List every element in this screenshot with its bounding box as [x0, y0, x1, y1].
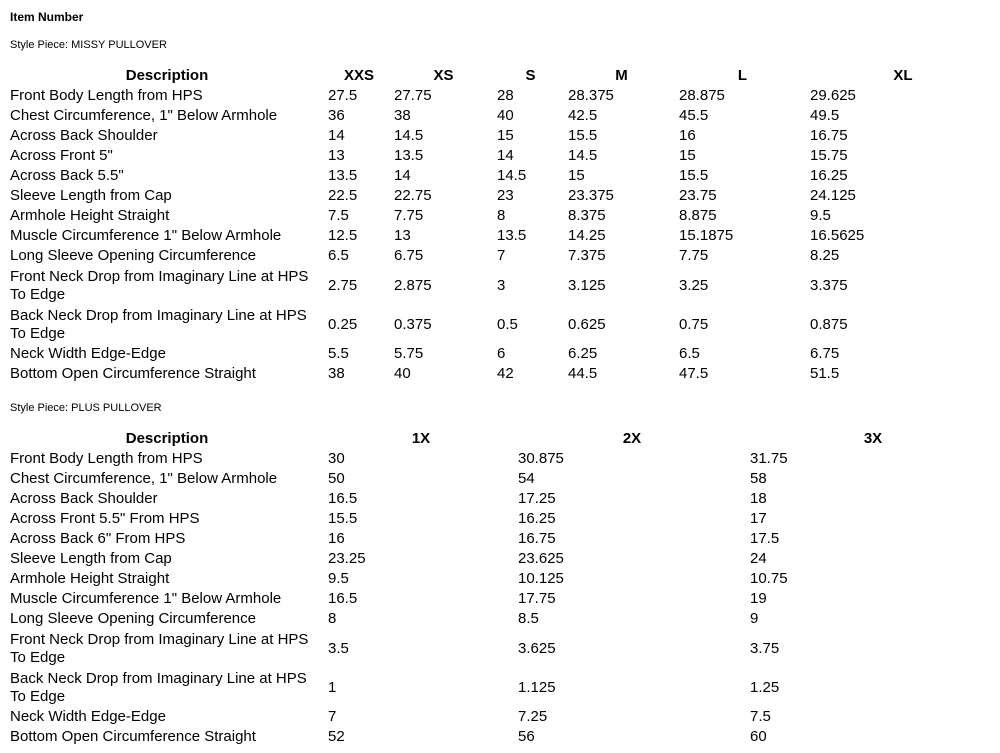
measurement-value: 3	[497, 276, 506, 294]
measurement-value: 15.5	[568, 127, 598, 144]
measurement-value: 24	[750, 550, 767, 567]
measurement-value: 17	[750, 510, 767, 527]
measurement-description: Across Back Shoulder	[10, 127, 158, 144]
measurement-value: 14.5	[497, 167, 527, 184]
table-row	[8, 206, 998, 226]
table-row	[8, 569, 998, 589]
measurement-description: Muscle Circumference 1" Below Armhole	[10, 590, 282, 607]
measurement-value: 7.75	[394, 207, 424, 224]
table-row	[8, 589, 998, 609]
measurement-value: 40	[497, 107, 514, 124]
table-row	[8, 469, 998, 489]
measurement-value: 3.5	[328, 639, 349, 657]
measurement-description: Long Sleeve Opening Circumference	[10, 610, 256, 627]
table-row	[8, 489, 998, 509]
measurement-value: 8	[497, 207, 506, 224]
measurement-description: Front Body Length from HPS	[10, 450, 203, 467]
measurement-description: Front Body Length from HPS	[10, 87, 203, 104]
measurement-value: 13	[328, 147, 345, 164]
measurement-value: 18	[750, 490, 767, 507]
measurement-value: 60	[750, 728, 767, 745]
measurement-description: Armhole Height Straight	[10, 207, 170, 224]
measurement-value: 56	[518, 728, 535, 745]
missy-spec-table	[8, 64, 998, 384]
measurement-value: 38	[394, 107, 411, 124]
table-row	[8, 549, 998, 569]
measurement-value: 28.375	[568, 87, 614, 104]
measurement-value: 0.875	[810, 315, 848, 333]
measurement-value: 8.375	[568, 207, 606, 224]
measurement-description: Neck Width Edge-Edge	[10, 345, 166, 362]
measurement-value: 22.75	[394, 187, 432, 204]
table-row	[8, 146, 998, 166]
measurement-value: 22.5	[328, 187, 358, 204]
table-row	[8, 449, 998, 469]
measurement-value: 15	[679, 147, 696, 164]
measurement-value: 51.5	[810, 365, 840, 382]
measurement-description: Bottom Open Circumference Straight	[10, 365, 256, 382]
measurement-value: 5.5	[328, 345, 349, 362]
measurement-value: 47.5	[679, 365, 709, 382]
plus-header-row	[8, 427, 998, 449]
measurement-value: 31.75	[750, 450, 788, 467]
column-header-description: Description	[125, 429, 209, 447]
measurement-description: Chest Circumference, 1" Below Armhole	[10, 107, 278, 124]
table-row	[8, 246, 998, 266]
measurement-value: 16	[328, 530, 345, 547]
column-header-size: XXS	[343, 66, 374, 84]
table-row	[8, 305, 998, 344]
measurement-value: 0.25	[328, 315, 358, 333]
measurement-value: 28	[497, 87, 514, 104]
measurement-value: 0.75	[679, 315, 709, 333]
measurement-value: 40	[394, 365, 411, 382]
measurement-value: 2.75	[328, 276, 358, 294]
measurement-value: 15	[497, 127, 514, 144]
measurement-description: Sleeve Length from Cap	[10, 187, 172, 204]
measurement-value: 1	[328, 678, 337, 696]
measurement-value: 10.75	[750, 570, 788, 587]
measurement-value: 23.75	[679, 187, 717, 204]
measurement-value: 3.75	[750, 639, 780, 657]
measurement-value: 17.5	[750, 530, 780, 547]
column-header-size: L	[737, 66, 748, 84]
table-row	[8, 727, 998, 747]
measurement-description: Across Back 5.5"	[10, 167, 124, 184]
measurement-value: 6.5	[679, 345, 700, 362]
measurement-value: 28.875	[679, 87, 725, 104]
measurement-value: 27.75	[394, 87, 432, 104]
measurement-value: 5.75	[394, 345, 424, 362]
plus-table-body	[8, 449, 998, 747]
measurement-value: 16	[679, 127, 696, 144]
measurement-value: 38	[328, 365, 345, 382]
measurement-value: 49.5	[810, 107, 840, 124]
table-row	[8, 344, 998, 364]
measurement-value: 15.5	[679, 167, 709, 184]
column-header-size: 2X	[622, 429, 642, 447]
measurement-value: 6.25	[568, 345, 598, 362]
measurement-value: 0.5	[497, 315, 518, 333]
measurement-value: 23.375	[568, 187, 614, 204]
measurement-description: Across Front 5.5" From HPS	[10, 510, 200, 527]
measurement-value: 30	[328, 450, 345, 467]
table-row	[8, 226, 998, 246]
column-header-size: XL	[893, 66, 913, 84]
measurement-description: Chest Circumference, 1" Below Armhole	[10, 470, 278, 487]
column-header-size: 3X	[863, 429, 883, 447]
measurement-value: 3.625	[518, 639, 556, 657]
measurement-value: 1.25	[750, 678, 780, 696]
measurement-value: 16.5	[328, 590, 358, 607]
measurement-description: Across Back 6" From HPS	[10, 530, 186, 547]
measurement-value: 13.5	[394, 147, 424, 164]
measurement-value: 0.375	[394, 315, 432, 333]
measurement-value: 6	[497, 345, 506, 362]
missy-style-piece: Style Piece: MISSY PULLOVER	[10, 39, 167, 51]
measurement-value: 9.5	[328, 570, 349, 587]
measurement-value: 7	[328, 708, 337, 725]
column-header-description: Description	[125, 66, 209, 84]
measurement-description: Armhole Height Straight	[10, 570, 170, 587]
measurement-value: 16.5625	[810, 227, 865, 244]
plus-style-piece: Style Piece: PLUS PULLOVER	[10, 402, 162, 414]
table-row	[8, 106, 998, 126]
measurement-value: 16.25	[518, 510, 556, 527]
table-row	[8, 629, 998, 668]
measurement-value: 10.125	[518, 570, 564, 587]
measurement-description: Sleeve Length from Cap	[10, 550, 172, 567]
measurement-value: 14.5	[394, 127, 424, 144]
measurement-description: Neck Width Edge-Edge	[10, 708, 166, 725]
measurement-description: Back Neck Drop from Imaginary Line at HPS To Edge	[10, 669, 307, 705]
measurement-value: 30.875	[518, 450, 564, 467]
measurement-value: 14	[394, 167, 411, 184]
measurement-value: 7.5	[328, 207, 349, 224]
measurement-value: 17.25	[518, 490, 556, 507]
measurement-value: 50	[328, 470, 345, 487]
measurement-value: 23.625	[518, 550, 564, 567]
measurement-value: 6.75	[394, 247, 424, 264]
column-header-size: S	[525, 66, 536, 84]
measurement-value: 19	[750, 590, 767, 607]
measurement-value: 15	[568, 167, 585, 184]
table-row	[8, 126, 998, 146]
measurement-value: 58	[750, 470, 767, 487]
measurement-value: 15.75	[810, 147, 848, 164]
plus-spec-table	[8, 427, 998, 747]
measurement-description: Back Neck Drop from Imaginary Line at HPS To Edge	[10, 306, 307, 342]
measurement-value: 8.875	[679, 207, 717, 224]
measurement-value: 17.75	[518, 590, 556, 607]
measurement-value: 1.125	[518, 678, 556, 696]
measurement-value: 27.5	[328, 87, 358, 104]
missy-table-body	[8, 86, 998, 384]
table-row	[8, 186, 998, 206]
measurement-value: 9	[750, 610, 759, 627]
measurement-description: Front Neck Drop from Imaginary Line at HPS To Edge	[10, 630, 309, 666]
table-row	[8, 529, 998, 549]
measurement-value: 23	[497, 187, 514, 204]
measurement-value: 6.75	[810, 345, 840, 362]
table-row	[8, 364, 998, 384]
measurement-value: 14.5	[568, 147, 598, 164]
table-row	[8, 609, 998, 629]
measurement-description: Bottom Open Circumference Straight	[10, 728, 256, 745]
measurement-value: 8.25	[810, 247, 840, 264]
measurement-value: 24.125	[810, 187, 856, 204]
missy-header-row	[8, 64, 998, 86]
measurement-value: 45.5	[679, 107, 709, 124]
measurement-description: Across Front 5"	[10, 147, 113, 164]
measurement-value: 16.75	[810, 127, 848, 144]
measurement-value: 12.5	[328, 227, 358, 244]
measurement-description: Across Back Shoulder	[10, 490, 158, 507]
measurement-value: 52	[328, 728, 345, 745]
measurement-value: 7.5	[750, 708, 771, 725]
column-header-size: 1X	[411, 429, 431, 447]
measurement-value: 2.875	[394, 276, 432, 294]
measurement-value: 7.375	[568, 247, 606, 264]
measurement-value: 7.25	[518, 708, 548, 725]
measurement-value: 14	[328, 127, 345, 144]
measurement-value: 14.25	[568, 227, 606, 244]
table-row	[8, 266, 998, 305]
measurement-value: 16.25	[810, 167, 848, 184]
measurement-value: 3.25	[679, 276, 709, 294]
measurement-value: 44.5	[568, 365, 598, 382]
column-header-size: M	[615, 66, 628, 84]
column-header-size: XS	[433, 66, 454, 84]
measurement-value: 14	[497, 147, 514, 164]
measurement-value: 8	[328, 610, 337, 627]
measurement-value: 23.25	[328, 550, 366, 567]
measurement-description: Muscle Circumference 1" Below Armhole	[10, 227, 282, 244]
table-row	[8, 86, 998, 106]
measurement-value: 13	[394, 227, 411, 244]
table-row	[8, 668, 998, 707]
measurement-value: 54	[518, 470, 535, 487]
measurement-value: 16.75	[518, 530, 556, 547]
table-row	[8, 166, 998, 186]
measurement-value: 15.5	[328, 510, 358, 527]
measurement-description: Front Neck Drop from Imaginary Line at HPS To Edge	[10, 267, 309, 303]
table-row	[8, 509, 998, 529]
measurement-value: 0.625	[568, 315, 606, 333]
measurement-value: 7	[497, 247, 506, 264]
measurement-value: 3.375	[810, 276, 848, 294]
measurement-value: 7.75	[679, 247, 709, 264]
measurement-value: 3.125	[568, 276, 606, 294]
measurement-value: 13.5	[328, 167, 358, 184]
measurement-value: 42	[497, 365, 514, 382]
measurement-value: 13.5	[497, 227, 527, 244]
table-row	[8, 707, 998, 727]
measurement-value: 42.5	[568, 107, 598, 124]
measurement-value: 9.5	[810, 207, 831, 224]
measurement-value: 15.1875	[679, 227, 734, 244]
measurement-value: 16.5	[328, 490, 358, 507]
measurement-value: 36	[328, 107, 345, 124]
measurement-value: 29.625	[810, 87, 856, 104]
measurement-description: Long Sleeve Opening Circumference	[10, 247, 256, 264]
item-number-label: Item Number	[10, 10, 84, 24]
measurement-value: 6.5	[328, 247, 349, 264]
measurement-value: 8.5	[518, 610, 539, 627]
